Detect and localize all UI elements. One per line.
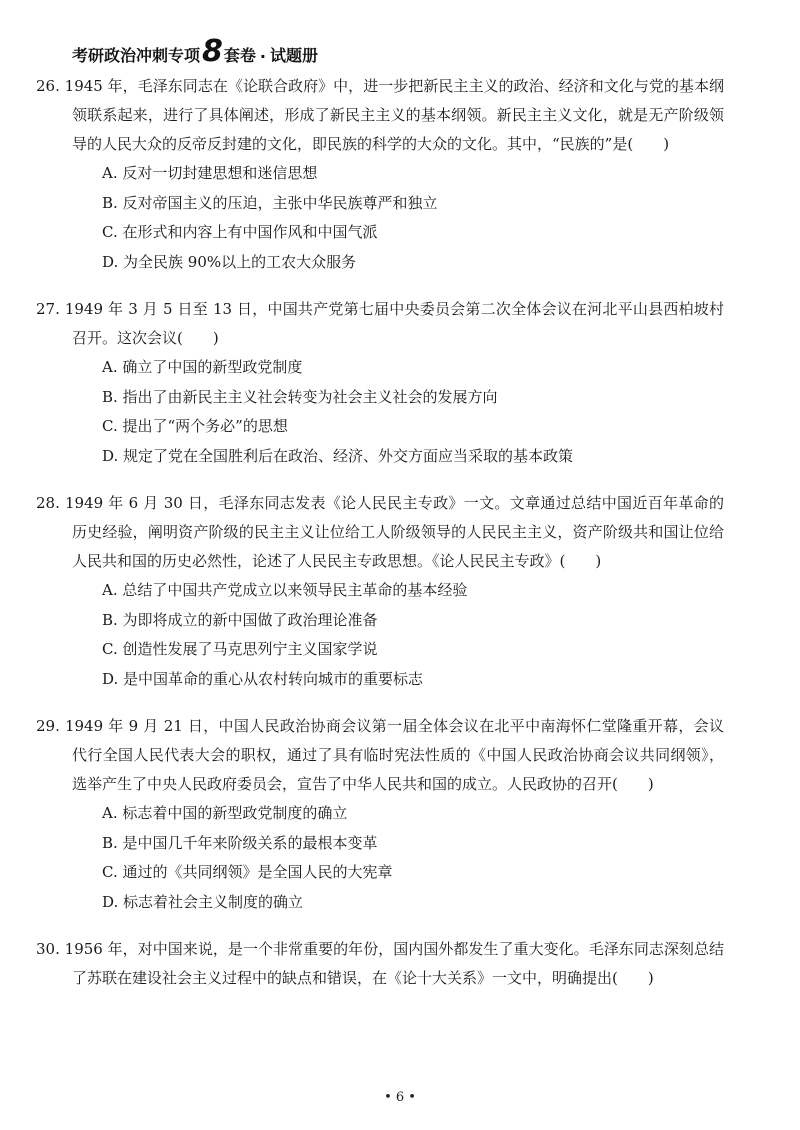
answer-option[interactable]: D. 为全民族 90%以上的工农大众服务: [102, 252, 357, 271]
running-header: [72, 34, 318, 69]
question-stem: 26. 1945 年，毛泽东同志在《论联合政府》中，进一步把新民主主义的政治、经济和文化与党的基本纲领联系起来，进行了具体阐述，形成了新民主主义的基本纲领。新民主主义文化，就是无产阶级领导的人民大众的反帝反封建的文化，即民族的科学的大众的文化。其中，“民族的”是( ): [36, 77, 724, 153]
answer-option[interactable]: A. 反对一切封建思想和迷信思想: [102, 164, 318, 182]
option-list: [72, 353, 724, 471]
answer-option[interactable]: B. 为即将成立的新中国做了政治理论准备: [102, 610, 378, 629]
question-stem: 27. 1949 年 3 月 5 日至 13 日，中国共产党第七届中央委员会第二次全体会议在河北平山县西柏坡村召开。这次会议( ): [36, 300, 724, 347]
header-suite-label: 套卷: [223, 46, 256, 65]
question-block: [36, 489, 724, 694]
header-big-number: 8: [202, 34, 223, 69]
question-block: [36, 295, 724, 471]
header-book-label: 试题册: [269, 46, 318, 65]
option-list: [72, 576, 724, 694]
question-block: [36, 935, 724, 993]
answer-option[interactable]: C. 通过的《共同纲领》是全国人民的大宪章: [102, 863, 393, 881]
answer-option[interactable]: C. 提出了“两个务必”的思想: [102, 417, 288, 435]
answer-option[interactable]: B. 反对帝国主义的压迫，主张中华民族尊严和独立: [102, 193, 438, 212]
answer-option[interactable]: A. 标志着中国的新型政党制度的确立: [102, 804, 348, 822]
option-list: [72, 799, 724, 917]
answer-option[interactable]: D. 是中国革命的重心从农村转向城市的重要标志: [102, 669, 424, 688]
page-number: • 6 •: [384, 1090, 416, 1105]
question-list: [36, 72, 724, 1011]
header-title: 考研政治冲刺专项: [72, 46, 201, 65]
question-block: [36, 712, 724, 917]
question-block: [36, 72, 724, 277]
answer-option[interactable]: C. 创造性发展了马克思列宁主义国家学说: [102, 640, 378, 658]
question-stem: 29. 1949 年 9 月 21 日，中国人民政治协商会议第一届全体会议在北平中南海怀仁堂隆重开幕，会议代行全国人民代表大会的职权，通过了具有临时宪法性质的《中国人民政治协商会议共同纲领》，选举产生了中央人民政府委员会，宣告了中华人民共和国的成立。人民政协的召开( ): [36, 717, 724, 793]
answer-option[interactable]: B. 指出了由新民主主义社会转变为社会主义社会的发展方向: [102, 387, 498, 406]
question-stem: 30. 1956 年，对中国来说，是一个非常重要的年份，国内国外都发生了重大变化。毛泽东同志深刻总结了苏联在建设社会主义过程中的缺点和错误，在《论十大关系》一文中，明确提出( ): [36, 940, 724, 987]
option-list: [72, 159, 724, 277]
answer-option[interactable]: C. 在形式和内容上有中国作风和中国气派: [102, 223, 378, 241]
header-separator: ·: [259, 47, 266, 66]
question-stem: 28. 1949 年 6 月 30 日，毛泽东同志发表《论人民民主专政》一文。文章通过总结中国近百年革命的历史经验，阐明资产阶级的民主主义让位给工人阶级领导的人民民主主义，资产阶级共和国让位给人民共和国的历史必然性，论述了人民民主专政思想。《论人民民主专政》( ): [36, 494, 724, 570]
answer-option[interactable]: A. 确立了中国的新型政党制度: [102, 358, 303, 376]
answer-option[interactable]: A. 总结了中国共产党成立以来领导民主革命的基本经验: [102, 581, 468, 599]
answer-option[interactable]: D. 规定了党在全国胜利后在政治、经济、外交方面应当采取的基本政策: [102, 446, 574, 465]
answer-option[interactable]: B. 是中国几千年来阶级关系的最根本变革: [102, 833, 378, 852]
answer-option[interactable]: D. 标志着社会主义制度的确立: [102, 892, 304, 911]
